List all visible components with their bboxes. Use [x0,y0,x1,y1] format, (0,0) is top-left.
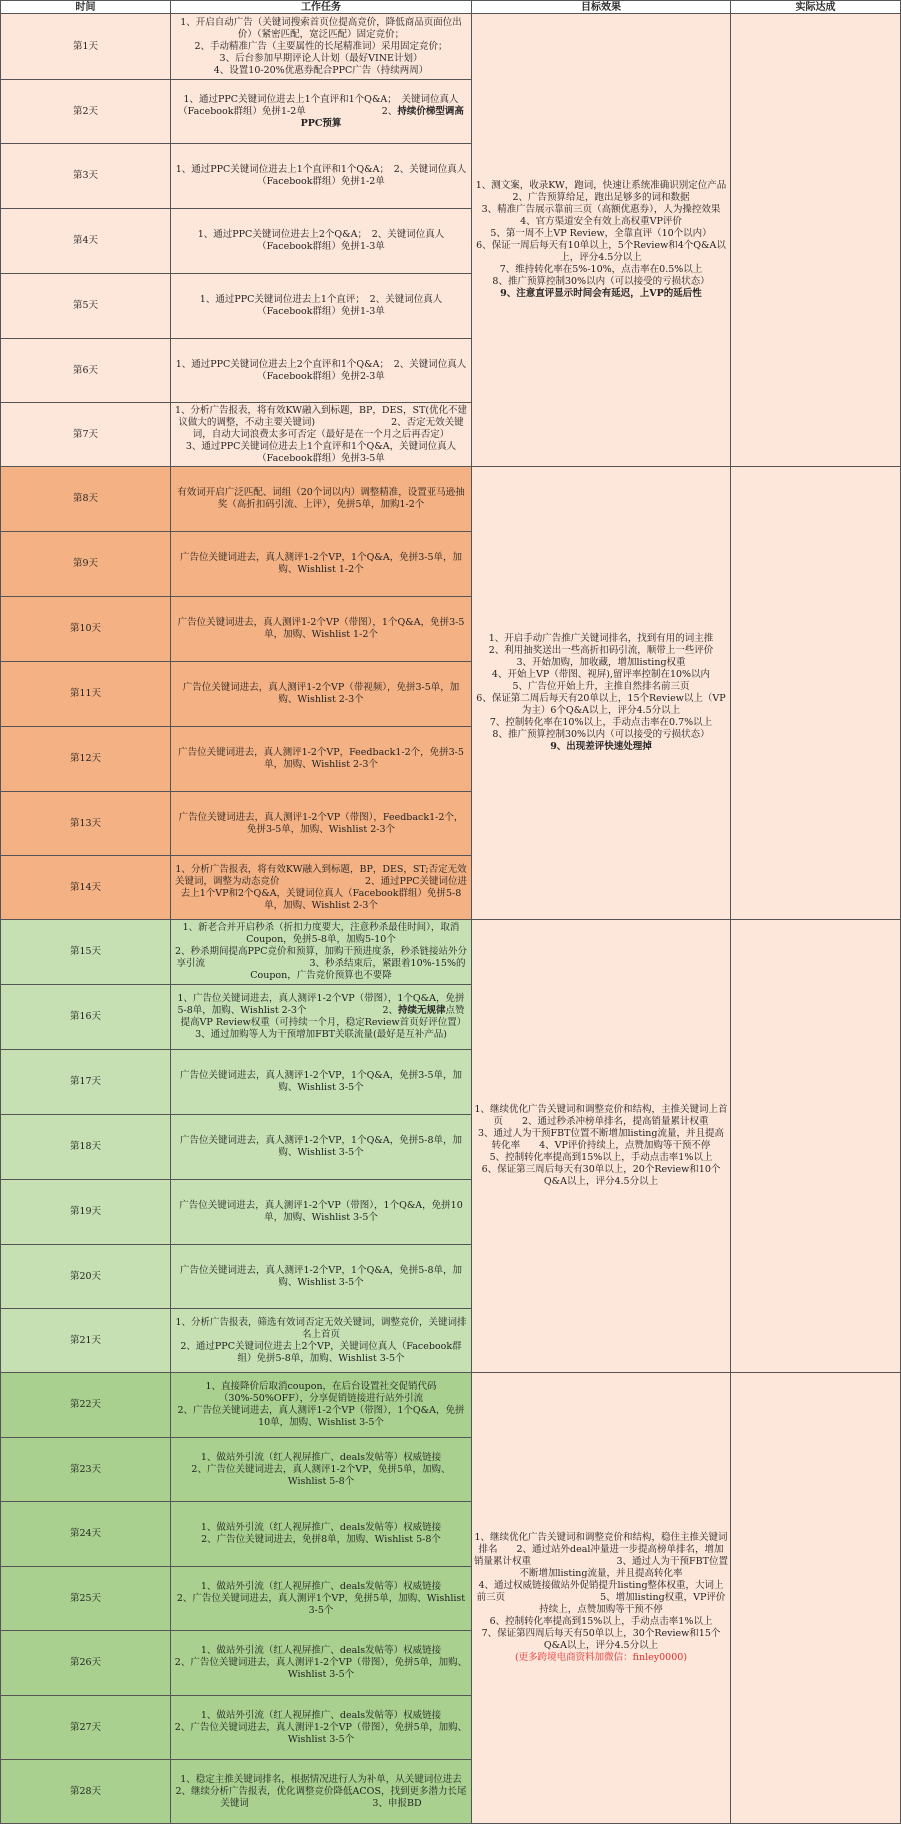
goal-text: 3、开始加购，加收藏，增加listing权重 [516,657,686,668]
day-label: 第26天 [1,1631,171,1696]
task-text: 1、开启自动广告（关键词搜索首页位提高竞价，降低商品页面位出价）（紧密匹配，宽泛匹配）固定竞价； [180,16,462,40]
task-text: 点赞提高VP Review权重（可持续一个月，稳定Review首页好评位置） 3、通过加购等人为干预增加FBT关联流量(最好是互补产品) [180,1005,528,1040]
task-cell [171,856,472,920]
day-label: 第9天 [1,532,171,597]
task-text: 1、做站外引流（红人视屏推广、deals发帖等）权威链接 [200,1709,442,1721]
day-label: 第19天 [1,1180,171,1245]
day-label: 第5天 [1,274,171,339]
goal-text: 4、通过权威链接做站外促销提升listing整体权重，大词上前三页 5、增加listing权重，VP评价持续上，点赞加购等干预不停 [476,1580,726,1615]
day-label: 第15天 [1,920,171,985]
task-cell [171,339,472,403]
task-cell [171,1438,472,1502]
task-cell [171,920,472,985]
day-label: 第21天 [1,1309,171,1373]
day-label: 第17天 [1,1050,171,1115]
goal-text: 1、继续优化广告关键词和调整竞价和结构，主推关键词上首页 2、通过秒杀冲榜单排名，提高销量累计权重 [474,1104,728,1127]
task-cell [171,1760,472,1824]
day-label: 第14天 [1,856,171,920]
goal-cell [472,920,731,1373]
day-label: 第24天 [1,1502,171,1567]
actual-cell[interactable] [731,467,901,920]
header-task: 工作任务 [171,1,472,14]
task-text: 1、做站外引流（红人视屏推广、deals发帖等）权威链接 [200,1580,442,1592]
goal-cell [472,14,731,467]
task-text: 1、通过PPC关键词位进去上2个Q&A； 2、关键词位真人（Facebook群组）免拼1-3单 [197,229,445,252]
task-text: 4、设置10-20%优惠券配合PPC广告（持续两周） [213,64,429,76]
task-cell [171,1245,472,1309]
goal-text: 7、保证第四周后每天有50单以上，30个Review和15个Q&A以上，评分4.5分以上 [481,1628,721,1651]
goal-text: 6、保证第三周后每天有30单以上，20个Review和10个Q&A以上，评分4.5分以上 [481,1164,721,1187]
task-text: 1、通过PPC关键词位进去上1个直评； 2、关键词位真人（Facebook群组）免拼1-3单 [199,294,443,317]
day-label: 第8天 [1,467,171,532]
goal-text: 1、继续优化广告关键词和调整竞价和结构，稳住主推关键词排名 2、通过站外deal冲量进一步提高榜单排名，增加销量累计权重 3、通过人为干预FBT位置不断增加listing流量，并且提高转化率 [474,1532,728,1579]
task-text: 2、手动精准广告（主要属性的长尾精准词）采用固定竞价； [194,40,448,52]
goal-text: 9、出现差评快速处理掉 [550,741,652,752]
goal-text: 6、保证第二周后每天有20单以上，15个Review以上（VP为主）6个Q&A以上，评分4.5分以上 [476,693,726,716]
header-goal: 目标效果 [472,1,731,14]
day-label: 第10天 [1,597,171,662]
day-row [1,920,901,985]
task-text: 持续无规律 [398,1005,446,1016]
day-label: 第20天 [1,1245,171,1309]
task-cell [171,597,472,662]
goal-text: 2、利用抽奖送出一些高折扣码引流，顺带上一些评价 [488,645,714,656]
task-text: 持续价梯型调高PPC预算 [300,105,464,129]
task-text: 广告位关键词进去，真人测评1-2个VP，1个Q&A，免拼5-8单，加购、Wishlist 3-5个 [180,1264,462,1288]
goal-text: 4、开始上VP（带图、视屏),留评率控制在10%以内 [491,669,711,680]
task-text: 2、广告位关键词进去，真人测评1-2个VP（带图），免拼5单，加购、Wishlist 3-5个 [174,1657,468,1680]
day-label: 第1天 [1,14,171,80]
task-text: 广告位关键词进去，真人测评1-2个VP（带图），Feedback1-2个，免拼3-5单，加购、Wishlist 2-3个 [178,811,464,835]
task-text: 2、秒杀期间提高PPC竞价和预算，加购干预进度条，秒杀链接站外分享引流 3、秒杀结束后，紧跟着10%-15%的Coupon，广告竞价预算也不要降 [174,946,468,981]
actual-cell[interactable] [731,1373,901,1824]
goal-text: 6、保证一周后每天有10单以上，5个Review和4个Q&A以上，评分4.5分以上 [476,240,726,263]
header-actual: 实际达成 [731,1,901,14]
day-label: 第7天 [1,403,171,467]
task-text: 2、广告位关键词进去，真人测评1-2个VP（带图），1个Q&A，免拼10单，加购、Wishlist 3-5个 [177,1405,465,1428]
task-cell [171,403,472,467]
task-text: 1、分析广告报表，筛选有效词否定无效关键词，调整竞价，关键词排名上首页 [175,1316,467,1340]
task-text: 广告位关键词进去，真人测评1-2个VP（带图），1个Q&A，免拼3-5单，加购、Wishlist 1-2个 [177,617,465,640]
task-cell [171,1180,472,1245]
task-cell [171,1309,472,1373]
task-text: 2、广告位关键词进去，真人测评1-2个VP（带图），免拼5单，加购、Wishlist 3-5个 [174,1721,468,1745]
task-cell [171,1696,472,1760]
task-cell [171,1631,472,1696]
day-label: 第2天 [1,80,171,144]
task-text: 广告位关键词进去，真人测评1-2个VP，1个Q&A，免拼3-5单，加购、Wishlist 3-5个 [180,1070,462,1093]
task-cell [171,662,472,727]
task-text: 1、分析广告报表，将有效KW融入到标题，BP，DES，ST;否定无效关键词，调整为动态竞价 2、通过PPC关键词位进去上1个VP和2个Q&A，关键词位真人（Facebook群组）免拼5-8单，加购、Wishlist 2-3个 [174,863,468,911]
day-label: 第16天 [1,985,171,1050]
task-text: 1、做站外引流（红人视屏推广、deals发帖等）权威链接 [200,1522,442,1533]
task-cell [171,144,472,209]
task-text: 广告位关键词进去，真人测评1-2个VP，1个Q&A，免拼5-8单，加购、Wishlist 3-5个 [180,1135,462,1158]
task-text: 1、通过PPC关键词位进去上1个直评和1个Q&A； 2、关键词位真人（Facebook群组）免拼1-2单 [175,164,467,187]
task-text: 2、广告位关键词进去，真人测评1-2个VP，免拼5单，加购、Wishlist 5-8个 [191,1463,451,1487]
task-cell [171,792,472,856]
task-text: 广告位关键词进去，真人测评1-2个VP（带视频），免拼3-5单，加购、Wishlist 2-3个 [182,682,460,705]
goal-text: 5、第一周不上VP Review，全靠直评（10个以内） [490,228,712,239]
day-label: 第3天 [1,144,171,209]
task-text: 广告位关键词进去，真人测评1-2个VP（带图），1个Q&A，免拼10单，加购、Wishlist 3-5个 [179,1200,463,1223]
task-text: 2、广告位关键词进去，真人测评1个VP，免拼5单，加购、Wishlist 3-5个 [176,1592,466,1616]
goal-text: 6、控制转化率提高到15%以上，手动点击率1%以上 [489,1616,713,1627]
task-text: 广告位关键词进去，真人测评1-2个VP，Feedback1-2个，免拼3-5单，加购、Wishlist 2-3个 [178,747,464,770]
task-cell [171,1502,472,1567]
goal-cell [472,467,731,920]
goal-text: 8、推广预算控制30%以内（可以接受的亏损状态） [492,729,710,740]
task-text: 3、后台参加早期评论人计划（最好VINE计划） [219,52,423,64]
goal-cell [472,1373,731,1824]
task-text: 1、广告位关键词进去，真人测评1-2个VP（带图），1个Q&A，免拼5-8单，加购、Wishlist 2-3个 2、 [177,993,465,1016]
task-text: 1、通过PPC关键词位进去上1个直评和1个Q&A； 关键词位真人（Facebook群组）免拼1-2单 2、 [178,93,459,117]
header-time: 时间 [1,1,171,14]
task-text: 1、通过PPC关键词位进去上2个直评和1个Q&A； 2、关键词位真人（Facebook群组）免拼2-3单 [175,358,467,382]
day-label: 第18天 [1,1115,171,1180]
task-cell [171,985,528,1050]
goal-text: 1、开启手动广告推广关键词排名，找到有用的词主推 [488,633,714,644]
task-cell [171,274,472,339]
task-text: 1、做站外引流（红人视屏推广、deals发帖等）权威链接 [200,1645,442,1656]
goal-text: 3、通过人为干预FBT位置不断增加listing流量，并且提高转化率 4、VP评价持续上，点赞加购等干预不停 [478,1128,724,1151]
task-cell [171,1567,472,1631]
day-label: 第23天 [1,1438,171,1502]
goal-text: 7、控制转化率在10%以上，手动点击率在0.7%以上 [489,717,713,728]
task-cell [171,209,472,274]
task-text: 1、稳定主推关键词排名，根据情况进行人为补单，从关键词位进去 2、继续分析广告报表，优化调整竞价降低ACOS，找到更多潜力长尾关键词 3、申报BD [175,1773,472,1809]
day-label: 第25天 [1,1567,171,1631]
goal-text: 2、广告预算给足，跑出足够多的词和数据 [512,192,690,203]
header-row [1,1,901,14]
actual-cell[interactable] [731,920,901,1373]
task-cell [171,727,472,792]
goal-text: 4、官方渠道安全有效上高权重VP评价 [520,216,682,227]
day-label: 第11天 [1,662,171,727]
task-cell [171,80,472,144]
actual-cell[interactable] [731,14,901,467]
task-cell [171,14,472,80]
day-label: 第13天 [1,792,171,856]
task-text: 1、新老合并开启秒杀（折扣力度要大，注意秒杀最佳时间），取消Coupon，免拼5-8单，加购5-10个 [182,922,460,945]
task-text: 有效词开启广泛匹配、词组（20个词以内）调整精准，设置亚马逊抽奖（高折扣码引流、上评），免拼5单，加购1-2个 [177,487,465,510]
goal-text: 3、精准广告展示靠前三页（高额优惠券），人为操控效果 [481,204,721,215]
task-cell [171,532,472,597]
goal-text: 7、维持转化率在5%-10%，点击率在0.5%以上 [499,264,703,275]
task-text: 2、通过PPC关键词位进去上2个VP，关键词位真人（Facebook群组）免拼5-8单，加购、Wishlist 3-5个 [180,1340,462,1364]
goal-text: 9、注意直评显示时间会有延迟，上VP的延后性 [500,288,702,299]
day-row [1,1373,901,1438]
goal-text: (更多跨境电商资料加微信：finley0000) [514,1652,688,1663]
goal-text: 5、控制转化率提高到15%以上，手动点击率1%以上 [489,1152,713,1163]
day-label: 第6天 [1,339,171,403]
task-cell [171,1115,472,1180]
task-text: 1、直接降价后取消coupon，在后台设置社交促销代码（30%-50%OFF），分享促销链接进行站外引流 [205,1381,437,1404]
goal-text: 8、推广预算控制30%以内（可以接受的亏损状态） [492,276,710,287]
goal-text: 5、广告位开始上升，主推自然排名前三页 [512,681,690,692]
task-cell [171,467,472,532]
day-label: 第28天 [1,1760,171,1824]
day-label: 第12天 [1,727,171,792]
day-row [1,14,901,80]
task-text: 1、分析广告报表，将有效KW融入到标题，BP，DES，ST(优化不建议做大的调整，不动主要关键词) 2、否定无效关键词，自动大词浪费太多可否定（最好是在一个月之后再否定） [174,404,468,440]
day-label: 第22天 [1,1373,171,1438]
task-cell [171,1050,472,1115]
task-text: 广告位关键词进去，真人测评1-2个VP，1个Q&A，免拼3-5单，加购、Wishlist 1-2个 [180,552,462,575]
day-label: 第27天 [1,1696,171,1760]
task-text: 1、做站外引流（红人视屏推广、deals发帖等）权威链接 [200,1451,442,1463]
task-text: 2、广告位关键词进去，免拼8单，加购、Wishlist 5-8个 [201,1534,441,1545]
task-text: 3、通过PPC关键词位进去上1个直评和1个Q&A，关键词位真人（Facebook群组）免拼3-5单 [185,440,457,464]
task-cell [171,1373,472,1438]
day-row [1,467,901,532]
day-label: 第4天 [1,209,171,274]
goal-text: 1、测文案，收录KW，跑词，快速让系统准确识别定位产品 [475,180,727,191]
